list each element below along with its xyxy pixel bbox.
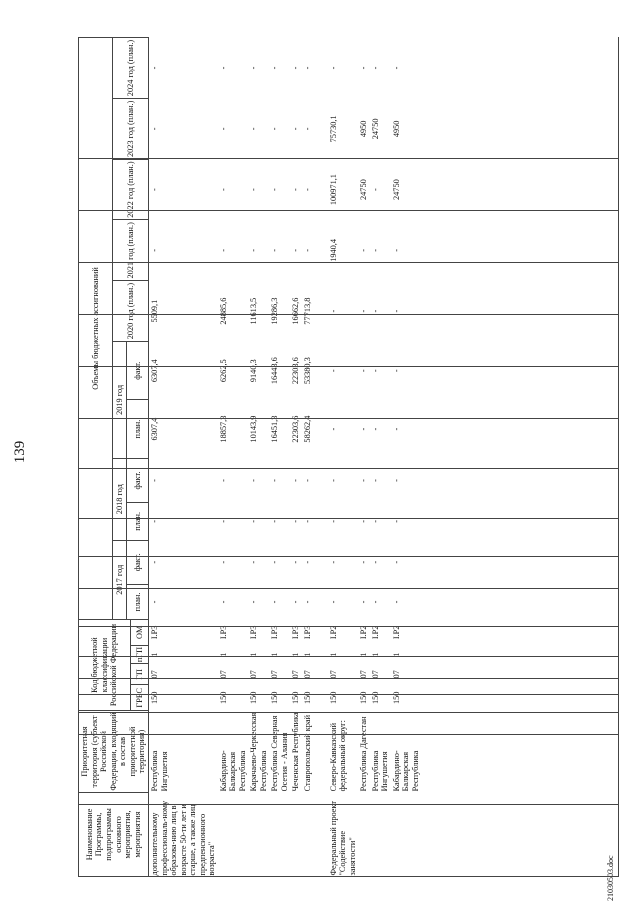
cell-grbs: 150 xyxy=(218,691,228,704)
cell-om: I.P2 xyxy=(328,625,338,640)
cell-territory: Северо-Кавказский федеральный округ: xyxy=(328,720,348,792)
cell-f2018: - xyxy=(302,479,312,482)
column-line xyxy=(78,556,618,557)
cell-p2017: - xyxy=(391,600,401,604)
cell-gp: 07 xyxy=(302,670,312,679)
cell-p2018: - xyxy=(302,520,312,523)
cell-gp: 07 xyxy=(328,670,338,679)
cell-gp: 07 xyxy=(391,670,401,679)
table-row xyxy=(269,38,290,877)
column-line xyxy=(78,468,618,469)
cell-grbs: 150 xyxy=(150,691,159,704)
column-line xyxy=(78,210,618,211)
cell-f2017: - xyxy=(370,560,380,564)
cell-om: I.P3 xyxy=(150,625,159,640)
cell-f2019: - xyxy=(359,369,369,373)
cell-gp: 07 xyxy=(291,670,301,679)
cell-name xyxy=(218,792,249,876)
cell-y2020: 5509,1 xyxy=(150,299,159,323)
header-fact-2017: факт. xyxy=(127,540,149,584)
cell-gp: 07 xyxy=(218,670,228,679)
cell-p2018: - xyxy=(391,520,401,523)
column-line xyxy=(78,588,618,589)
cell-p2017: - xyxy=(359,600,369,604)
cell-p2019: - xyxy=(370,427,380,431)
cell-p2018: - xyxy=(218,520,228,523)
cell-f2019: - xyxy=(328,369,338,373)
cell-f2019: 6307,4 xyxy=(150,359,159,383)
cell-p2017: - xyxy=(249,600,259,604)
cell-grbs: 150 xyxy=(370,691,380,704)
cell-y2024: - xyxy=(391,66,401,70)
header-territory: Приоритетная территория (субъект Российской Федерации, входящий в состав приоритетной территории) xyxy=(79,711,149,793)
cell-f2017: - xyxy=(291,560,301,564)
cell-territory: Чеченская Республика xyxy=(291,712,301,792)
cell-y2023: 75730,1 xyxy=(328,115,338,143)
cell-name xyxy=(290,792,302,876)
cell-p2019: - xyxy=(359,427,369,431)
cell-p2019: - xyxy=(391,427,401,431)
column-line xyxy=(78,626,618,627)
cell-y2021: - xyxy=(150,248,159,252)
header-2023: 2023 год (план.) xyxy=(113,98,149,159)
cell-y2023: 24750 xyxy=(370,118,380,140)
cell-y2021: - xyxy=(302,248,312,252)
header-2018: 2018 год xyxy=(113,458,127,540)
column-line xyxy=(78,366,618,367)
header-pgp: пГП xyxy=(131,645,149,664)
cell-f2017: - xyxy=(249,560,259,564)
cell-f2019: 6262,5 xyxy=(218,359,228,383)
header-fact-2019: факт. xyxy=(127,341,149,399)
cell-y2022: - xyxy=(150,188,159,191)
cell-y2023: - xyxy=(270,127,280,131)
cell-grbs: 150 xyxy=(328,691,338,704)
header-gp: ГП xyxy=(131,664,149,685)
cell-f2019: 9140,3 xyxy=(249,359,259,383)
cell-om: I.P2 xyxy=(370,625,380,640)
cell-gp: 07 xyxy=(270,670,280,679)
cell-y2020: 77713,8 xyxy=(302,297,312,325)
cell-y2022: - xyxy=(370,188,380,191)
cell-om: I.P3 xyxy=(270,625,280,640)
page-number: 139 xyxy=(12,440,28,464)
cell-y2021: - xyxy=(291,248,301,252)
cell-p2017: - xyxy=(328,600,338,604)
cell-name xyxy=(269,792,290,876)
cell-p2018: - xyxy=(249,520,259,523)
cell-grbs: 150 xyxy=(291,691,301,704)
cell-gp: 07 xyxy=(359,670,369,679)
table-row xyxy=(302,38,314,877)
cell-pgp: 1 xyxy=(370,652,380,657)
cell-grbs: 150 xyxy=(359,691,369,704)
cell-name xyxy=(302,792,314,876)
header-2019: 2019 год xyxy=(113,341,127,458)
cell-y2021: - xyxy=(249,248,259,252)
cell-f2018: - xyxy=(359,479,369,482)
cell-territory: Кабардино-Балкарская Республика xyxy=(218,750,247,792)
cell-y2020: - xyxy=(328,309,338,313)
cell-p2018: - xyxy=(150,520,159,523)
cell-f2018: - xyxy=(249,479,259,482)
cell-p2019: 10143,9 xyxy=(249,415,259,443)
cell-f2017: - xyxy=(328,560,338,564)
cell-y2024: - xyxy=(249,66,259,70)
cell-p2017: - xyxy=(291,600,301,604)
cell-y2024: - xyxy=(218,66,228,70)
cell-f2017: - xyxy=(391,560,401,564)
cell-y2023: - xyxy=(291,127,301,131)
column-line xyxy=(78,712,618,713)
cell-grbs: 150 xyxy=(270,691,280,704)
cell-f2019: - xyxy=(370,369,380,373)
cell-y2024: - xyxy=(150,66,159,70)
cell-p2017: - xyxy=(218,600,228,604)
cell-pgp: 1 xyxy=(291,652,301,657)
cell-f2019: - xyxy=(391,369,401,373)
cell-p2017: - xyxy=(302,600,312,604)
cell-grbs: 150 xyxy=(391,691,401,704)
row-gap xyxy=(314,38,328,877)
cell-territory: Республика Северная Осетия - Алания xyxy=(270,715,289,792)
cell-y2022: 24750 xyxy=(391,179,401,200)
cell-y2021: - xyxy=(218,248,228,252)
cell-y2020: 16662,6 xyxy=(291,297,301,325)
cell-y2024: - xyxy=(359,66,369,70)
cell-p2019: 58262,4 xyxy=(302,415,312,443)
cell-p2018: - xyxy=(370,520,380,523)
cell-p2019: 6307,4 xyxy=(150,417,159,441)
header-plan-2017: план. xyxy=(127,584,149,619)
cell-y2024: - xyxy=(370,66,380,70)
column-line xyxy=(78,314,618,315)
cell-f2018: - xyxy=(291,479,301,482)
cell-pgp: 1 xyxy=(218,652,228,657)
table-bottom-border xyxy=(618,37,619,877)
cell-y2021: - xyxy=(391,248,401,252)
cell-pgp: 1 xyxy=(270,652,280,657)
header-om: ОМ xyxy=(131,620,149,646)
cell-y2020: 24885,6 xyxy=(218,297,228,325)
header-2021: 2021 год (план.) xyxy=(113,220,149,281)
cell-y2022: - xyxy=(249,188,259,191)
table-row xyxy=(248,38,269,877)
cell-om: I.P2 xyxy=(391,625,401,640)
cell-y2021: - xyxy=(370,248,380,252)
header-name: Наименование Программы, подпрограммы основного мероприятия, мероприятия xyxy=(79,792,149,876)
cell-territory: Ставропольский край xyxy=(302,714,312,792)
column-line xyxy=(78,518,618,519)
cell-om: I.P3 xyxy=(218,625,228,640)
cell-name: Федеральный проект "Содействие занятости" xyxy=(328,801,357,876)
cell-pgp: 1 xyxy=(328,652,338,657)
column-line xyxy=(78,418,618,419)
cell-gp: 07 xyxy=(249,670,259,679)
cell-name xyxy=(358,792,370,876)
cell-y2024: - xyxy=(328,66,338,70)
cell-y2023: - xyxy=(302,127,312,131)
cell-f2019: 16443,6 xyxy=(270,357,280,385)
cell-f2018: - xyxy=(391,479,401,482)
cell-f2018: - xyxy=(218,479,228,482)
cell-y2020: - xyxy=(370,309,380,313)
cell-f2019: 22303,6 xyxy=(291,357,301,385)
cell-y2024: - xyxy=(270,66,280,70)
cell-y2023: 4950 xyxy=(359,120,369,138)
column-line xyxy=(78,876,618,877)
cell-pgp: 1 xyxy=(359,652,369,657)
cell-territory: Республика Дагестан xyxy=(359,716,369,792)
cell-y2022: - xyxy=(302,188,312,191)
cell-territory: Карачаево-Черкесская Республика xyxy=(249,712,268,792)
header-2017: 2017 год xyxy=(113,540,127,619)
cell-p2017: - xyxy=(150,600,159,604)
cell-y2023: 4950 xyxy=(391,120,401,138)
cell-y2022: - xyxy=(291,188,301,191)
cell-y2022: 100971,1 xyxy=(328,174,338,206)
cell-om: I.P3 xyxy=(249,625,259,640)
cell-f2017: - xyxy=(302,560,312,564)
cell-p2018: - xyxy=(359,520,369,523)
cell-p2017: - xyxy=(270,600,280,604)
cell-p2017: - xyxy=(370,600,380,604)
column-line xyxy=(78,158,618,159)
column-line xyxy=(78,656,618,657)
cell-p2018: - xyxy=(328,520,338,523)
table-row xyxy=(218,38,249,877)
cell-y2023: - xyxy=(150,127,159,131)
cell-name xyxy=(248,792,269,876)
column-line xyxy=(78,694,618,695)
cell-name xyxy=(391,792,422,876)
cell-gp: 07 xyxy=(150,670,159,679)
table-row xyxy=(149,38,218,877)
cell-f2018: - xyxy=(270,479,280,482)
cell-grbs: 150 xyxy=(249,691,259,704)
file-name: 21030503.doc xyxy=(606,855,615,901)
header-2020: 2020 год (план.) xyxy=(113,281,149,342)
header-plan-2018: план. xyxy=(127,503,149,540)
cell-p2019: 22303,6 xyxy=(291,415,301,443)
cell-f2017: - xyxy=(359,560,369,564)
cell-pgp: 1 xyxy=(150,652,159,657)
cell-y2021: 1940,4 xyxy=(328,238,338,262)
cell-pgp: 1 xyxy=(302,652,312,657)
cell-p2019: 18857,3 xyxy=(218,415,228,443)
header-plan-2019: план. xyxy=(127,400,149,458)
header-fact-2018: факт. xyxy=(127,458,149,502)
cell-y2020: 19286,3 xyxy=(270,297,280,325)
cell-p2019: 16451,3 xyxy=(270,415,280,443)
table-row xyxy=(358,38,370,877)
cell-f2017: - xyxy=(218,560,228,564)
cell-y2020: 11613,5 xyxy=(249,297,259,325)
cell-f2019: 53380,3 xyxy=(302,357,312,385)
cell-y2021: - xyxy=(359,248,369,252)
cell-y2024: - xyxy=(291,66,301,70)
cell-y2020: - xyxy=(359,309,369,313)
cell-y2023: - xyxy=(249,127,259,131)
cell-y2020: - xyxy=(391,309,401,313)
budget-table xyxy=(78,37,421,877)
cell-pgp: 1 xyxy=(249,652,259,657)
cell-y2023: - xyxy=(218,127,228,131)
table-row xyxy=(391,38,422,877)
cell-name: дополнительному профессиональ-ному образова-нию лиц в возрасте 50-ти лет и старше, а также лиц предпенсионного возраста" xyxy=(150,800,217,876)
cell-y2022: 24750 xyxy=(359,179,369,200)
cell-p2018: - xyxy=(291,520,301,523)
cell-y2022: - xyxy=(270,188,280,191)
header-budget-code: Код бюджетной классификации Российской Федерации xyxy=(79,620,131,711)
cell-pgp: 1 xyxy=(391,652,401,657)
table-row xyxy=(370,38,391,877)
cell-f2017: - xyxy=(270,560,280,564)
header-grbs: ГРБС xyxy=(131,685,149,711)
cell-gp: 07 xyxy=(370,670,380,679)
cell-y2022: - xyxy=(218,188,228,191)
cell-f2018: - xyxy=(150,479,159,482)
cell-om: I.P3 xyxy=(302,625,312,640)
cell-territory: Кабардино-Балкарская Республика xyxy=(391,750,420,792)
cell-p2018: - xyxy=(270,520,280,523)
cell-territory: Республика Ингушетия xyxy=(370,750,390,792)
table-row xyxy=(290,38,302,877)
cell-y2021: - xyxy=(270,248,280,252)
cell-om: I.P2 xyxy=(359,625,369,640)
cell-om: I.P3 xyxy=(291,625,301,640)
cell-p2019: - xyxy=(328,427,338,431)
column-line xyxy=(78,804,618,805)
cell-name xyxy=(370,792,391,876)
cell-f2018: - xyxy=(328,479,338,482)
header-2024: 2024 год (план.) xyxy=(113,38,149,99)
column-line xyxy=(78,262,618,263)
cell-f2018: - xyxy=(370,479,380,482)
column-line xyxy=(78,734,618,735)
cell-grbs: 150 xyxy=(302,691,312,704)
table-row xyxy=(328,38,359,877)
header-2022: 2022 год (план.) xyxy=(113,159,149,220)
header-volumes: Объемы бюджетных ассигнований xyxy=(79,38,113,620)
cell-f2017: - xyxy=(150,560,159,564)
cell-territory: Республика Ингушетия xyxy=(150,750,169,792)
cell-y2024: - xyxy=(302,66,312,70)
table-body xyxy=(149,38,422,877)
column-line xyxy=(78,678,618,679)
